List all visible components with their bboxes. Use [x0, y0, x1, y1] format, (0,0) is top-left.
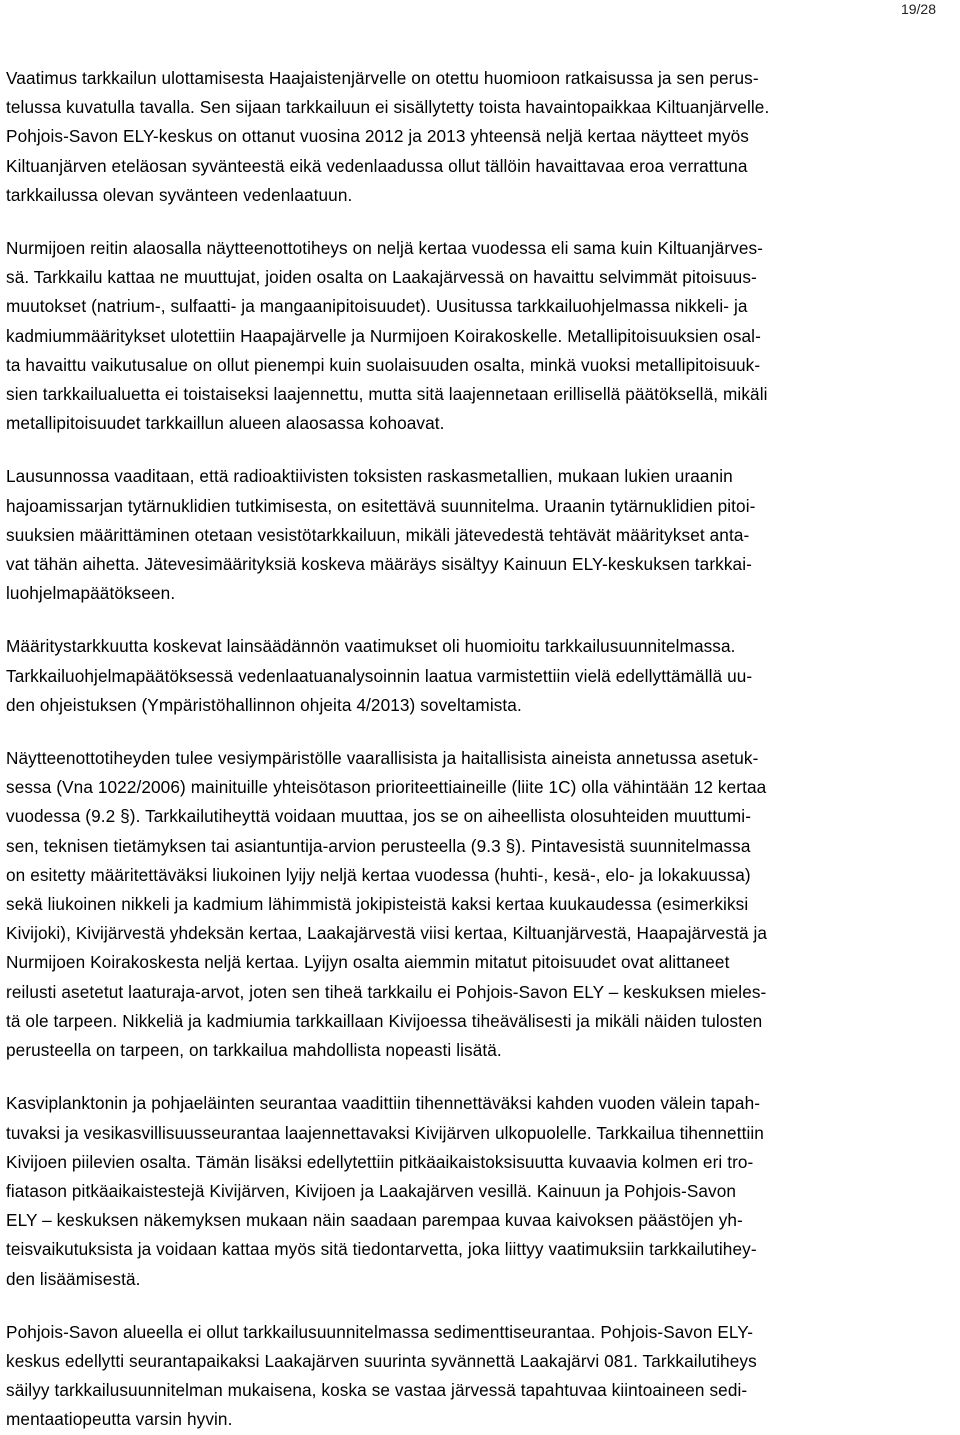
paragraph	[6, 1318, 956, 1435]
text-line: Määritystarkkuutta koskevat lainsäädännön vaatimukset oli huomioitu tarkkailusuunnitelmassa.	[6, 636, 736, 657]
page-number: 19/28	[900, 1, 936, 17]
text-line: vuodessa (9.2 §). Tarkkailutiheyttä voidaan muuttaa, jos se on aiheellista olosuhteiden muuttumi-	[6, 806, 752, 827]
text-line: Tarkkailuohjelmapäätöksessä vedenlaatuanalysoinnin laatua varmistettiin vielä edellyttämällä uu-	[6, 665, 753, 686]
text-line: teisvaikutuksista ja voidaan kattaa myös sitä tiedontarvetta, joka liittyy vaatimuksiin tarkkailutihey-	[6, 1239, 757, 1260]
text-line: keskus edellytti seurantapaikaksi Laakajärven suurinta syvännettä Laakajärvi 081. Tarkkailutiheys	[6, 1350, 757, 1371]
paragraph	[6, 1089, 956, 1293]
text-line: sien tarkkailualuetta ei toistaiseksi laajennettu, mutta sitä laajennetaan erillisellä päätöksellä, mikäli	[6, 384, 768, 405]
text-line: on esitetty määritettäväksi liukoinen lyijy neljä kertaa vuodessa (huhti-, kesä-, elo- ja lokakuussa)	[6, 864, 751, 885]
text-line: telussa kuvatulla tavalla. Sen sijaan tarkkailuun ei sisällytetty toista havaintopaikkaa Kiltuanjärvelle.	[6, 97, 770, 118]
text-line: Pohjois-Savon alueella ei ollut tarkkailusuunnitelmassa sedimenttiseurantaa. Pohjois-Savon ELY-	[6, 1321, 754, 1342]
text-line: Kasviplanktonin ja pohjaeläinten seurantaa vaadittiin tihennettäväksi kahden vuoden välein tapah-	[6, 1093, 761, 1114]
text-line: sä. Tarkkailu kattaa ne muuttujat, joiden osalta on Laakajärvessä on havaittu selvimmät pitoisuus-	[6, 267, 757, 288]
text-line: ta havaittu vaikutusalue on ollut pienempi kuin suolaisuuden osalta, minkä vuoksi metallipitoisuuk-	[6, 354, 761, 375]
text-line: Lausunnossa vaaditaan, että radioaktiivisten toksisten raskasmetallien, mukaan lukien uraanin	[6, 466, 733, 487]
text-line: kadmiummääritykset ulotettiin Haapajärvelle ja Nurmijoen Koirakoskelle. Metallipitoisuuksien osal-	[6, 325, 761, 346]
paragraph	[6, 462, 956, 608]
paragraph	[6, 744, 956, 1065]
paragraph	[6, 632, 956, 720]
text-line: luohjelmapäätökseen.	[6, 583, 176, 604]
text-line: ELY – keskuksen näkemyksen mukaan näin saadaan parempaa kuvaa kaivoksen päästöjen yh-	[6, 1210, 743, 1231]
text-line: sen, teknisen tietämyksen tai asiantuntija-arvion perusteella (9.3 §). Pintavesistä suunnitelmassa	[6, 835, 751, 856]
text-line: fiatason pitkäaikaistestejä Kivijärven, Kivijoen ja Laakajärven vesillä. Kainuun ja Pohjois-Savon	[6, 1180, 737, 1201]
text-line: Kivijoen piilevien osalta. Tämän lisäksi edellytettiin pitkäaikaistoksisuutta kuvaavia kolmen eri tro-	[6, 1151, 754, 1172]
text-line: Kivijoki), Kivijärvestä yhdeksän kertaa, Laakajärvestä viisi kertaa, Kiltuanjärvestä, Haapajärvestä ja	[6, 923, 768, 944]
text-line: perusteella on tarpeen, on tarkkailua mahdollista nopeasti lisätä.	[6, 1040, 502, 1061]
text-line: Vaatimus tarkkailun ulottamisesta Haajaistenjärvelle on otettu huomioon ratkaisussa ja sen perus-	[6, 68, 759, 88]
paragraph	[6, 234, 956, 438]
text-line: suuksien määrittäminen otetaan vesistötarkkailuun, mikäli jätevedestä tehtävät määritykset anta-	[6, 524, 750, 545]
text-line: Nurmijoen reitin alaosalla näytteenottotiheys on neljä kertaa vuodessa eli sama kuin Kiltuanjärves-	[6, 238, 764, 259]
text-line: sekä liukoinen nikkeli ja kadmium lähimmistä jokipisteistä kaksi kertaa kuukaudessa (esimerkiksi	[6, 894, 749, 915]
text-line: den ohjeistuksen (Ympäristöhallinnon ohjeita 4/2013) soveltamista.	[6, 694, 522, 715]
document-body	[6, 64, 956, 1435]
text-line: reilusti asetetut laaturaja-arvot, joten sen tiheä tarkkailu ei Pohjois-Savon ELY – keskuksen mieles-	[6, 981, 767, 1002]
text-line: Nurmijoen Koirakoskesta neljä kertaa. Lyijyn osalta aiemmin mitatut pitoisuudet ovat alittaneet	[6, 952, 730, 973]
text-line: Kiltuanjärven eteläosan syvänteestä eikä vedenlaadussa ollut tällöin havaittavaa eroa verrattuna	[6, 155, 748, 176]
text-line: sessa (Vna 1022/2006) mainituille yhteisötason prioriteettiaineille (liite 1C) olla vähintään 12 kertaa	[6, 777, 767, 798]
text-line: muutokset (natrium-, sulfaatti- ja mangaanipitoisuudet). Uusitussa tarkkailuohjelmassa nikkeli- ja	[6, 296, 748, 317]
text-line: säilyy tarkkailusuunnitelman mukaisena, koska se vastaa järvessä tapahtuvaa kiintoaineen sedi-	[6, 1380, 748, 1401]
text-line: Pohjois-Savon ELY-keskus on ottanut vuosina 2012 ja 2013 yhteensä neljä kertaa näytteet myös	[6, 126, 750, 147]
text-line: hajoamissarjan tytärnuklidien tutkimisesta, on esitettävä suunnitelma. Uraanin tytärnuklidien pitoi-	[6, 495, 756, 516]
text-line: den lisäämisestä.	[6, 1268, 141, 1289]
text-line: metallipitoisuudet tarkkaillun alueen alaosassa kohoavat.	[6, 413, 445, 434]
text-line: tarkkailussa olevan syvänteen vedenlaatuun.	[6, 184, 353, 205]
text-line: tä ole tarpeen. Nikkeliä ja kadmiumia tarkkaillaan Kivijoessa tiheävälisesti ja mikäli näiden tulosten	[6, 1010, 763, 1031]
paragraph	[6, 64, 956, 210]
text-line: Näytteenottotiheyden tulee vesiympäristölle vaarallisista ja haitallisista aineista annetussa asetuk-	[6, 748, 759, 769]
text-line: mentaatiopeutta varsin hyvin.	[6, 1409, 233, 1430]
text-line: tuvaksi ja vesikasvillisuusseurantaa laajennettavaksi Kivijärven ulkopuolelle. Tarkkailua tihennettiin	[6, 1122, 764, 1143]
text-line: vat tähän aihetta. Jätevesimäärityksiä koskeva määräys sisältyy Kainuun ELY-keskuksen tarkkai-	[6, 554, 752, 575]
